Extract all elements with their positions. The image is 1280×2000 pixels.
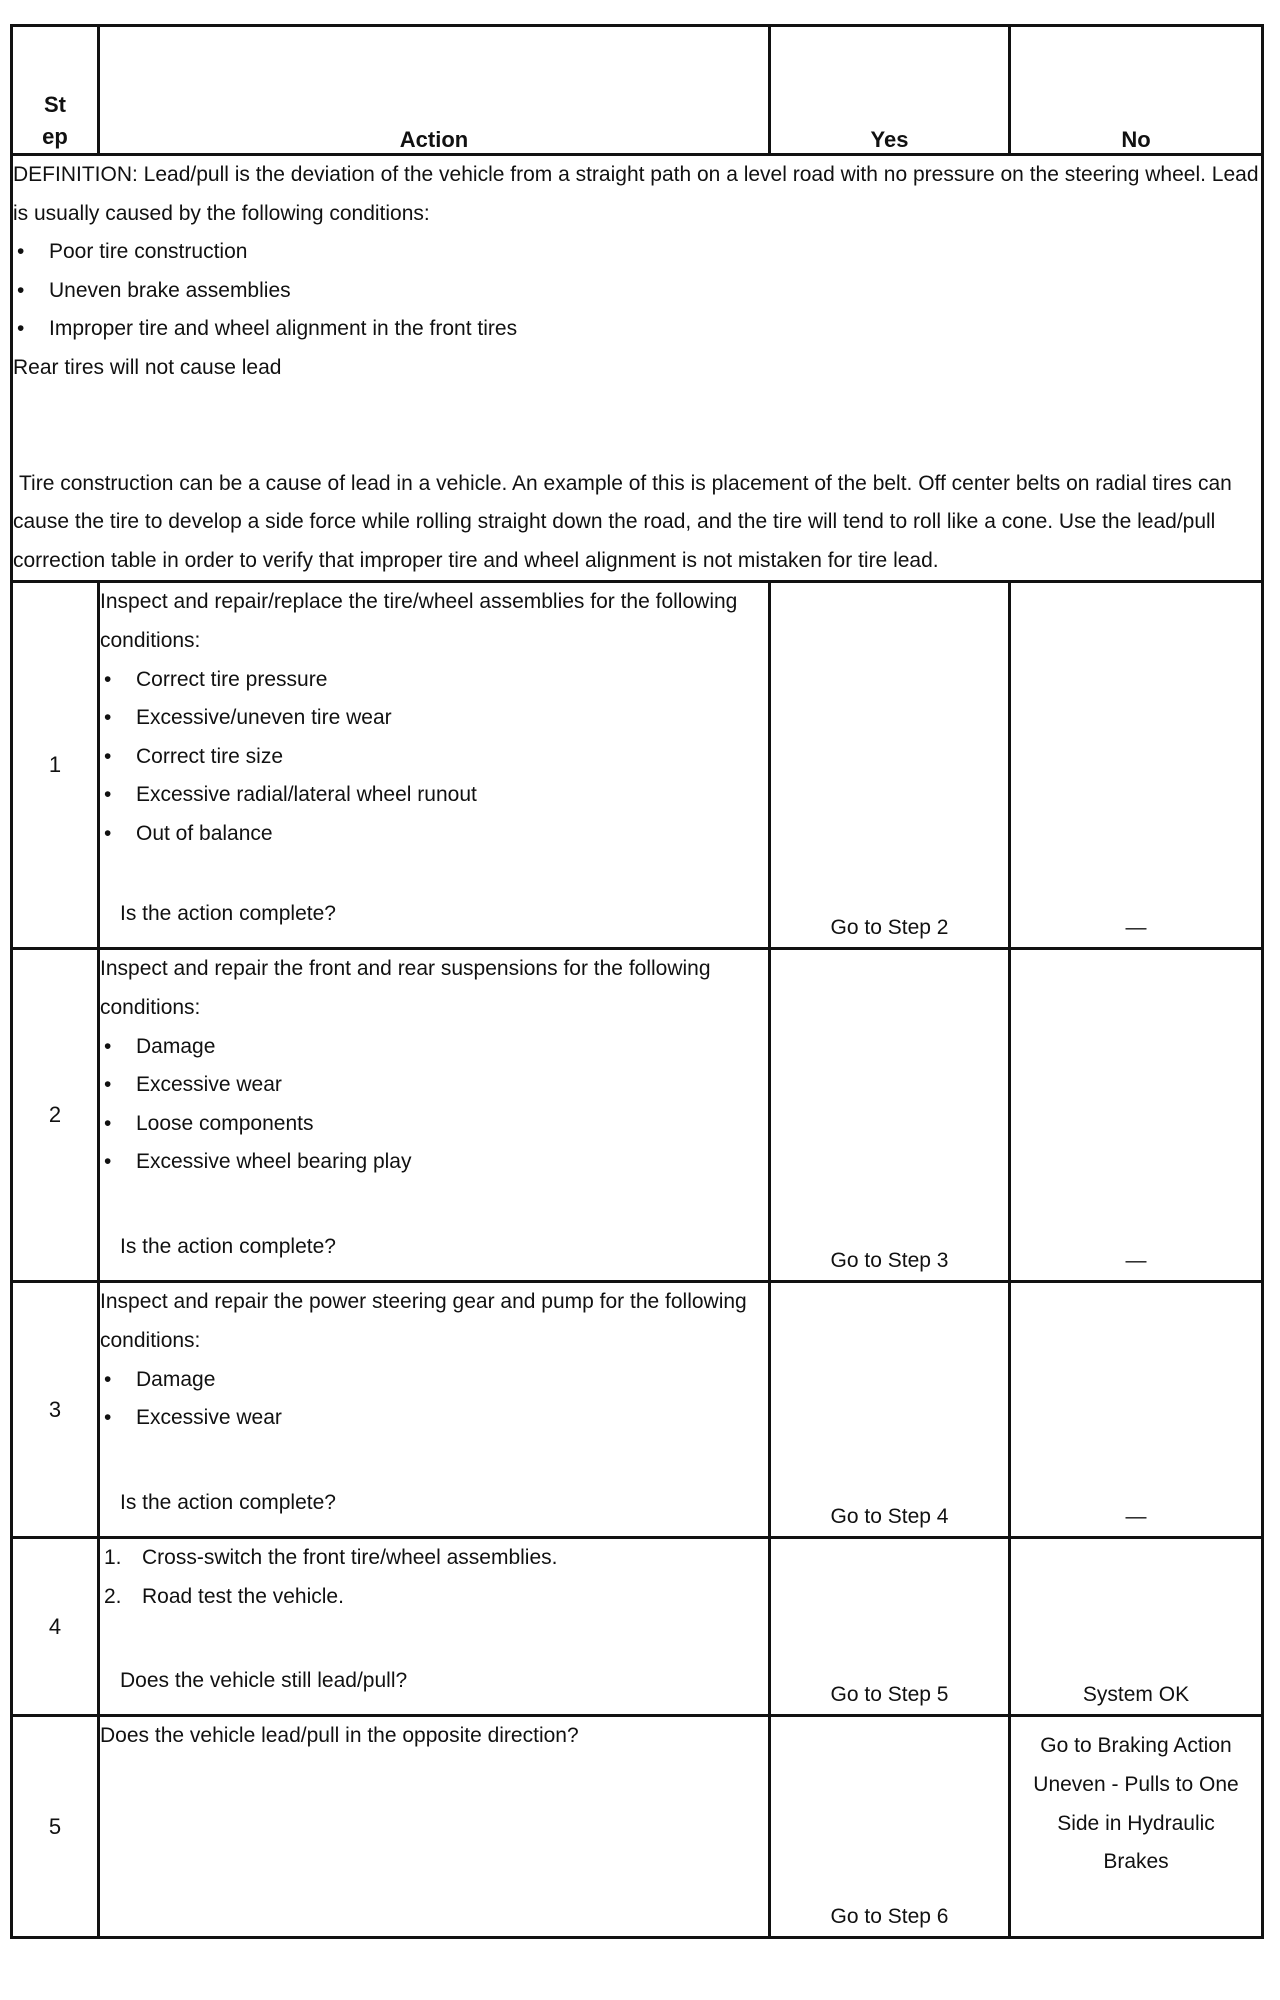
step-row-5 <box>12 1716 1263 1938</box>
no-result: System OK <box>1010 1538 1263 1716</box>
definition-cell <box>12 155 1263 582</box>
action-question: Does the vehicle lead/pull in the opposite direction? <box>100 1724 579 1748</box>
condition-item: • Damage <box>100 1028 768 1067</box>
header-row <box>12 26 1263 155</box>
yes-result: Go to Step 2 <box>770 582 1010 949</box>
action-question: Is the action complete? <box>120 901 336 925</box>
step-number: 3 <box>12 1282 99 1538</box>
step-action <box>99 1716 770 1938</box>
header-step-label-b: ep <box>42 124 68 149</box>
action-question: Does the vehicle still lead/pull? <box>120 1668 408 1692</box>
step-number: 1 <box>12 582 99 949</box>
no-result: — <box>1010 582 1263 949</box>
procedure-number: 2. <box>104 1584 122 1608</box>
condition-item: • Loose components <box>100 1105 768 1144</box>
step-number: 5 <box>12 1716 99 1938</box>
condition-item: • Damage <box>100 1361 768 1400</box>
step-action <box>99 949 770 1282</box>
no-result: — <box>1010 1282 1263 1538</box>
rear-tires-note: Rear tires will not cause lead <box>13 355 282 379</box>
condition-item: • Excessive wheel bearing play <box>100 1143 768 1182</box>
definition-bullet: • Poor tire construction <box>13 233 1261 272</box>
tire-construction-note: Tire construction can be a cause of lead in a vehicle. An example of this is placement of the belt. Off center belts on radial tires can cause the tire to develop a side force while rolling straight down the road, and the tire will tend to roll like a cone. Use the lead/pull correction table in order to verify that improper tire and wheel alignment is not mistaken for tire lead. <box>13 471 1232 572</box>
condition-list <box>100 1361 768 1438</box>
condition-item: • Excessive/uneven tire wear <box>100 699 768 738</box>
step-number: 4 <box>12 1538 99 1716</box>
action-intro: Inspect and repair the front and rear suspensions for the following conditions: <box>100 957 711 1019</box>
definition-row <box>12 155 1263 582</box>
yes-result: Go to Step 4 <box>770 1282 1010 1538</box>
step-action <box>99 582 770 949</box>
condition-item: • Out of balance <box>100 815 768 854</box>
header-step <box>12 26 99 155</box>
condition-item: • Excessive wear <box>100 1399 768 1438</box>
step-number: 2 <box>12 949 99 1282</box>
header-no: No <box>1010 26 1263 155</box>
yes-result: Go to Step 5 <box>770 1538 1010 1716</box>
diagnostic-table <box>10 24 1264 1939</box>
no-result: Go to Braking Action Uneven - Pulls to One Side in Hydraulic Brakes <box>1010 1716 1263 1938</box>
header-yes: Yes <box>770 26 1010 155</box>
yes-result: Go to Step 3 <box>770 949 1010 1282</box>
procedure-item <box>100 1539 768 1578</box>
step-action <box>99 1538 770 1716</box>
header-action: Action <box>99 26 770 155</box>
definition-bullet: • Uneven brake assemblies <box>13 272 1261 311</box>
step-row-4 <box>12 1538 1263 1716</box>
condition-item: • Correct tire size <box>100 738 768 777</box>
procedure-text: Road test the vehicle. <box>142 1584 344 1608</box>
action-question: Is the action complete? <box>120 1234 336 1258</box>
condition-item: • Excessive radial/lateral wheel runout <box>100 776 768 815</box>
step-row-3 <box>12 1282 1263 1538</box>
step-action <box>99 1282 770 1538</box>
action-intro: Inspect and repair/replace the tire/wheel assemblies for the following conditions: <box>100 590 738 652</box>
step-row-1 <box>12 582 1263 949</box>
procedure-item <box>100 1578 768 1617</box>
action-question: Is the action complete? <box>120 1490 336 1514</box>
definition-intro: DEFINITION: Lead/pull is the deviation of the vehicle from a straight path on a level road with no pressure on the steering wheel. Lead is usually caused by the following conditions: <box>13 163 1259 225</box>
procedure-number: 1. <box>104 1546 122 1570</box>
definition-bullets <box>13 233 1261 349</box>
condition-list <box>100 1028 768 1182</box>
condition-item: • Excessive wear <box>100 1066 768 1105</box>
procedure-text: Cross-switch the front tire/wheel assemblies. <box>142 1546 558 1570</box>
yes-result: Go to Step 6 <box>770 1716 1010 1938</box>
step-row-2 <box>12 949 1263 1282</box>
procedure-list <box>100 1539 768 1616</box>
condition-item: • Correct tire pressure <box>100 661 768 700</box>
no-result: — <box>1010 949 1263 1282</box>
definition-bullet: • Improper tire and wheel alignment in the front tires <box>13 310 1261 349</box>
header-step-label-a: St <box>44 92 66 117</box>
condition-list <box>100 661 768 854</box>
action-intro: Inspect and repair the power steering gear and pump for the following conditions: <box>100 1290 747 1352</box>
